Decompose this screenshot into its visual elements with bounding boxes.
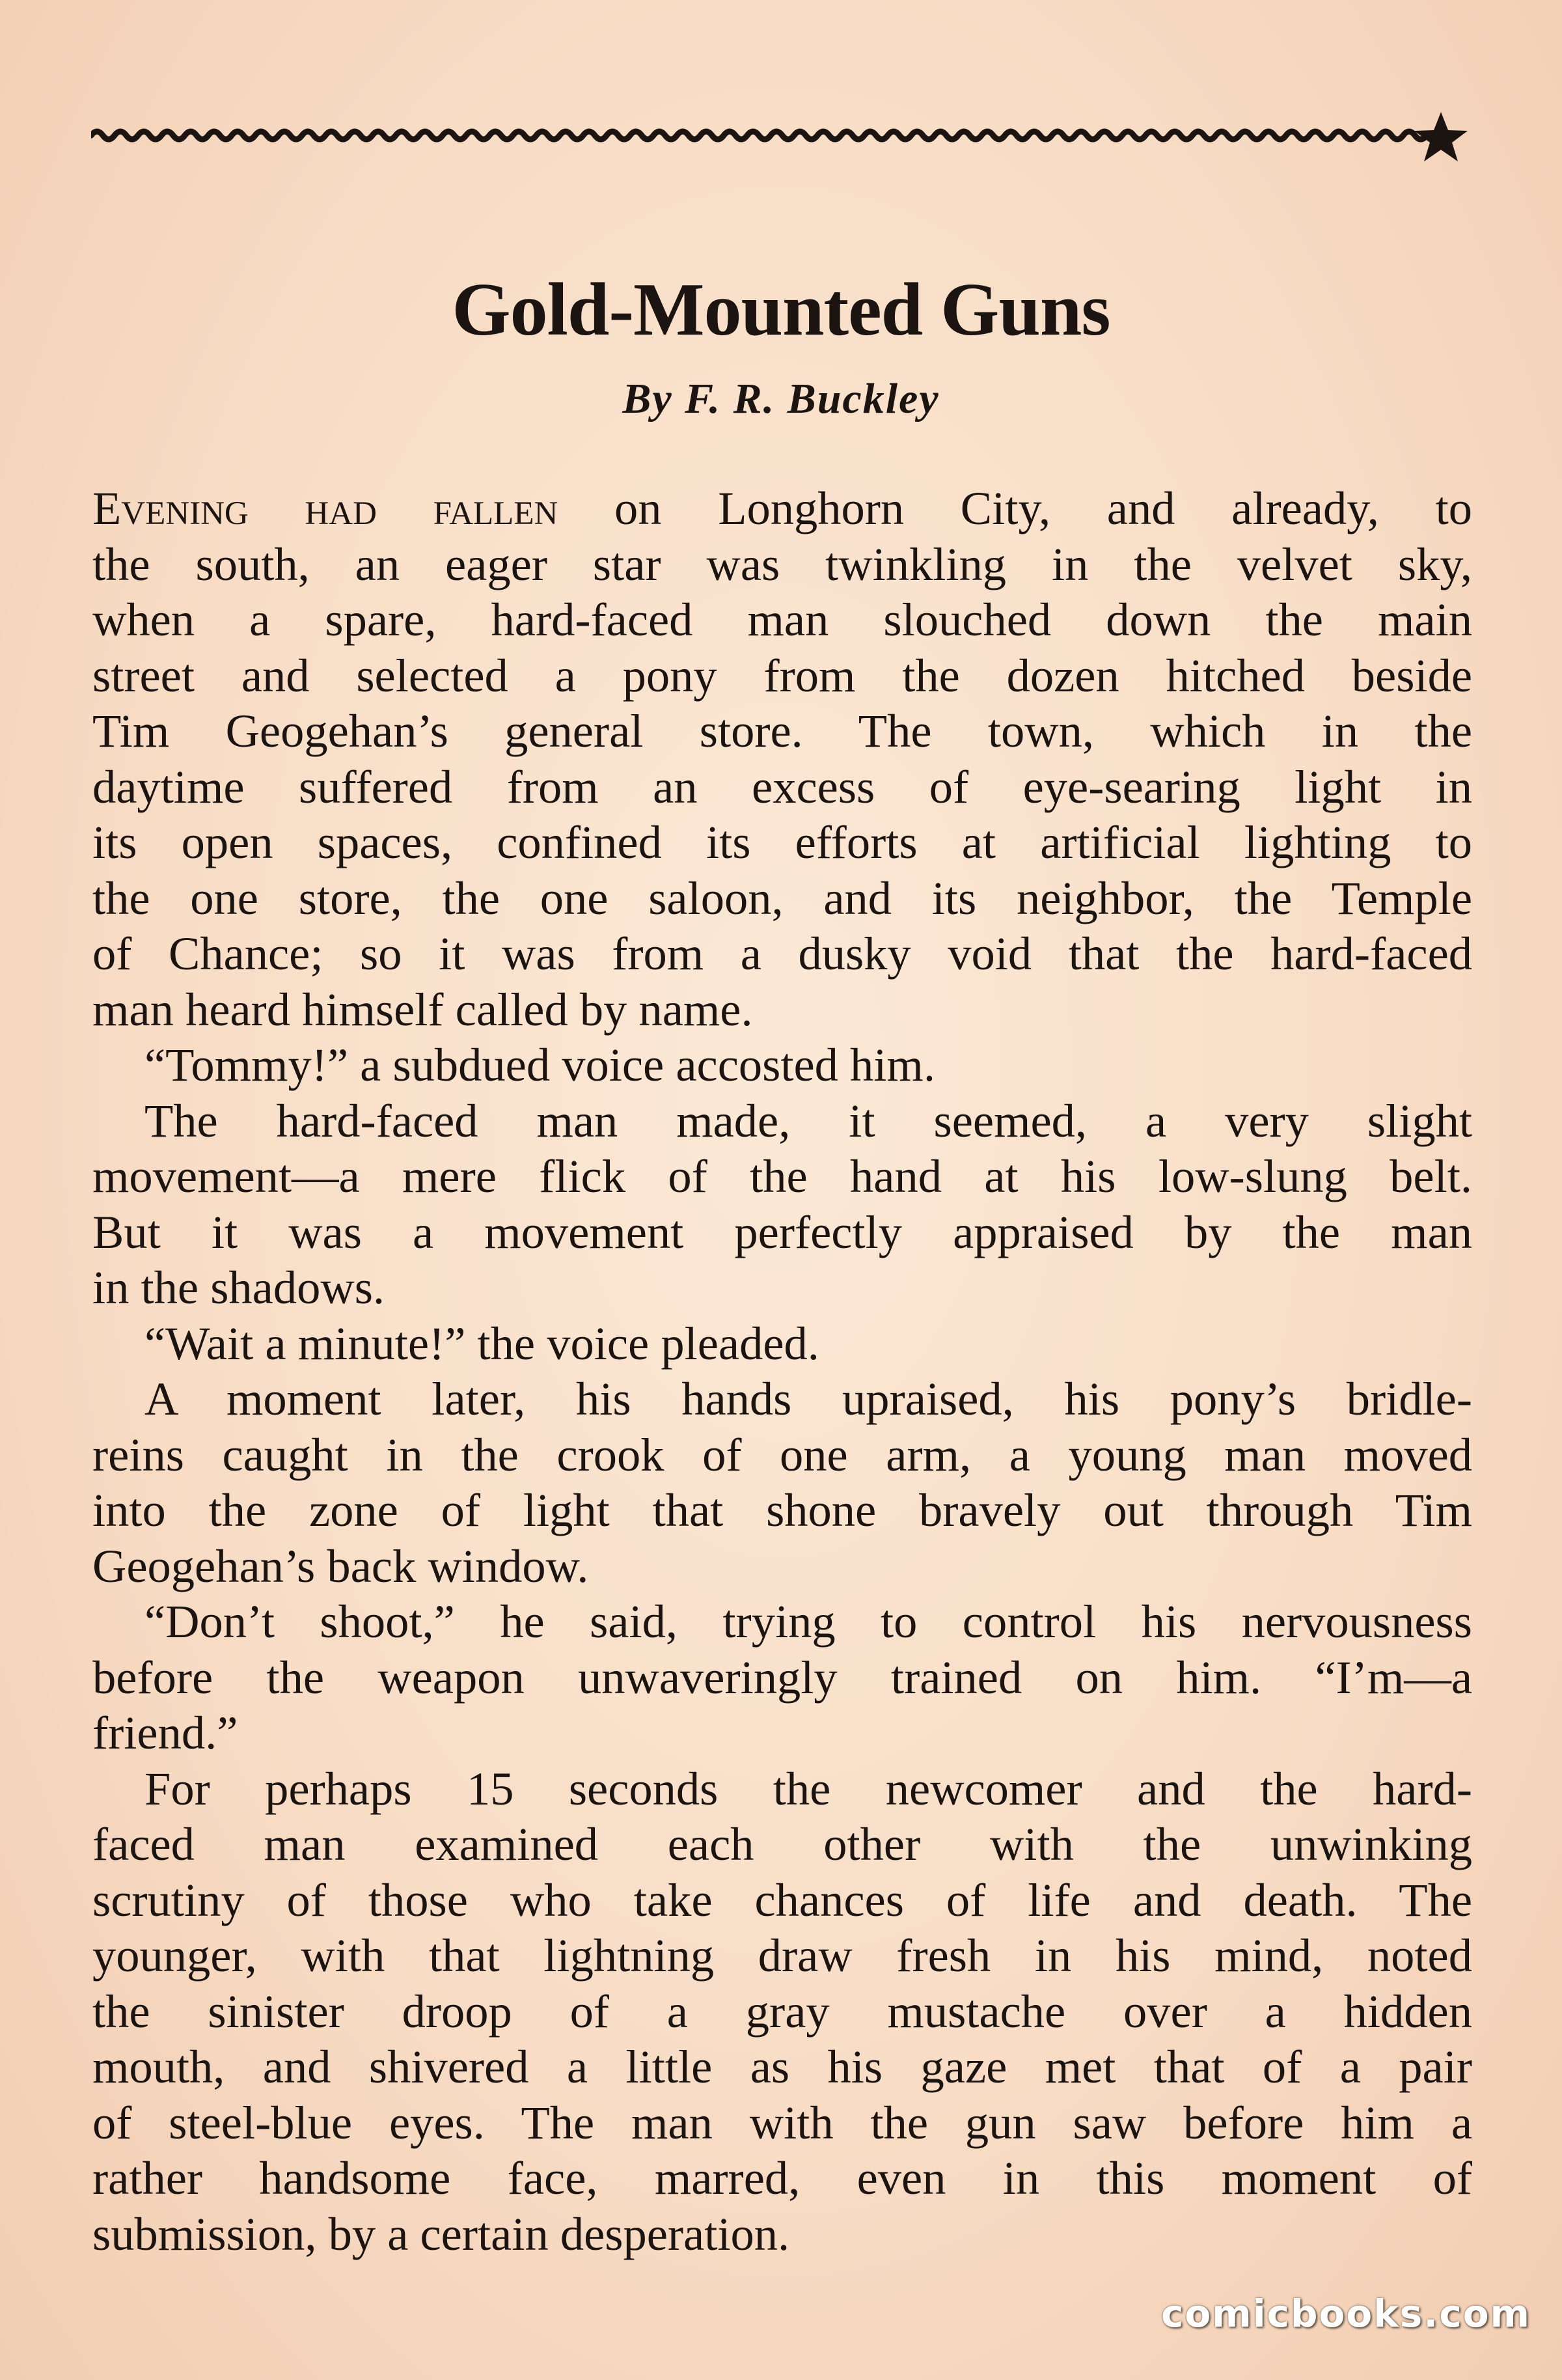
story-line: rather handsome face, marred, even in this moment of: [92, 2152, 1472, 2204]
story-line: the sinister droop of a gray mustache over a hidden: [92, 1984, 1472, 2038]
story-line: movement—a mere flick of the hand at his low-slung belt.: [92, 1150, 1472, 1202]
story-line: the south, an eager star was twinkling in the velvet sky,: [92, 537, 1472, 590]
story-line: Evening had fallen on Longhorn City, and already, to: [92, 482, 1472, 534]
story-line: man heard himself called by name.: [92, 982, 753, 1036]
story-line: scrutiny of those who take chances of life and death. The: [92, 1873, 1472, 1926]
story-line: “Wait a minute!” the voice pleaded.: [144, 1316, 819, 1370]
story-line: of steel-blue eyes. The man with the gun saw before him a: [92, 2096, 1472, 2149]
story-line: “Don’t shoot,” he said, trying to control his nervousness: [144, 1595, 1472, 1648]
story-line: For perhaps 15 seconds the newcomer and the hard-: [144, 1762, 1472, 1815]
story-byline: By F. R. Buckley: [622, 375, 940, 422]
story-line: when a spare, hard-faced man slouched down the main: [92, 593, 1472, 646]
story-title: Gold-Mounted Guns: [452, 268, 1110, 352]
story-line: street and selected a pony from the dozen hitched beside: [92, 648, 1472, 702]
story-line: before the weapon unwaveringly trained on him. “I’m—a: [92, 1650, 1472, 1704]
story-line: A moment later, his hands upraised, his pony’s bridle-: [144, 1372, 1472, 1425]
story-line: its open spaces, confined its efforts at artificial lighting to: [92, 816, 1472, 868]
story-line: in the shadows.: [92, 1261, 385, 1314]
story-body: [92, 480, 1472, 2262]
opening-small-caps: Evening had fallen: [92, 482, 558, 534]
story-line: faced man examined each other with the unwinking: [92, 1818, 1472, 1870]
story-line: “Tommy!” a subdued voice accosted him.: [144, 1038, 935, 1091]
story-line: the one store, the one saloon, and its neighbor, the Temple: [92, 871, 1472, 924]
wavy-rule-with-star-icon: [91, 109, 1477, 161]
story-line: submission, by a certain desperation.: [92, 2207, 790, 2260]
source-watermark: comicbooks.com: [1161, 2291, 1531, 2336]
story-line: younger, with that lightning draw fresh in his mind, noted: [92, 1929, 1472, 1982]
story-line: reins caught in the crook of one arm, a young man moved: [92, 1428, 1472, 1481]
story-line: of Chance; so it was from a dusky void that the hard-faced: [92, 927, 1472, 980]
story-line: into the zone of light that shone bravely out through Tim: [92, 1484, 1472, 1536]
story-line: Tim Geogehan’s general store. The town, which in the: [92, 704, 1472, 757]
story-line: daytime suffered from an excess of eye-searing light in: [92, 760, 1472, 813]
story-line: friend.”: [92, 1706, 238, 1759]
story-line: mouth, and shivered a little as his gaze met that of a pair: [92, 2040, 1472, 2093]
story-line: Geogehan’s back window.: [92, 1539, 589, 1592]
story-line: But it was a movement perfectly appraised by the man: [92, 1205, 1472, 1258]
story-line: The hard-faced man made, it seemed, a very slight: [144, 1094, 1472, 1147]
